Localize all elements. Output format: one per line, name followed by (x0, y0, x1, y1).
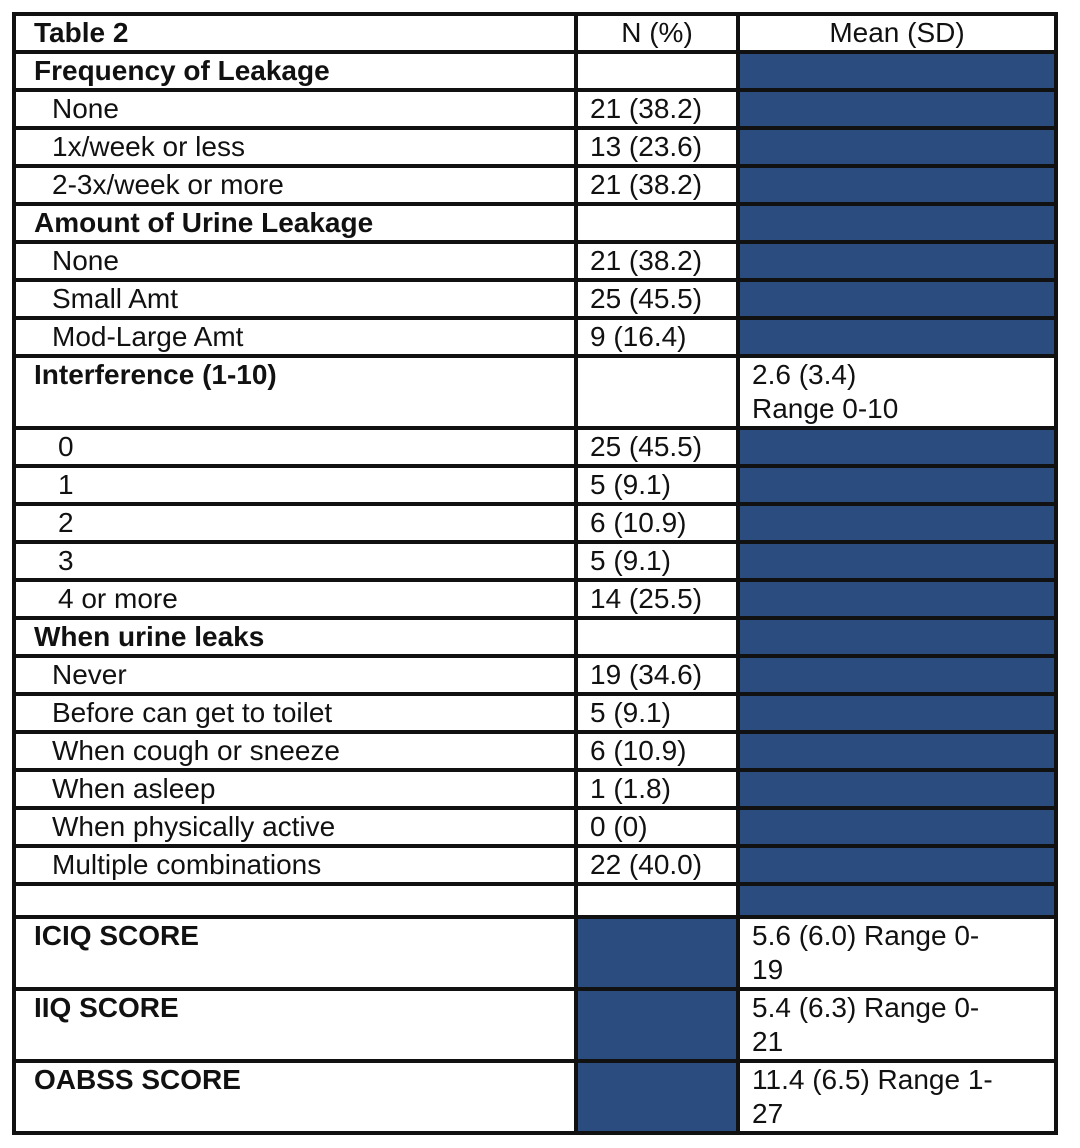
mean-line-2: Range 0-10 (752, 393, 899, 424)
score-label: ICIQ SCORE (14, 917, 576, 989)
empty-row (14, 884, 1056, 917)
section-label: Interference (1-10) (14, 356, 576, 428)
row-label: When asleep (14, 770, 576, 808)
n-value: 9 (16.4) (576, 318, 738, 356)
row-label: 1 (14, 466, 576, 504)
section-row-frequency (14, 52, 1056, 90)
n-value: 21 (38.2) (576, 166, 738, 204)
n-cell-empty (576, 356, 738, 428)
row-label: None (14, 90, 576, 128)
mean-cell-filled (738, 166, 1056, 204)
table-row (14, 128, 1056, 166)
mean-cell-filled (738, 280, 1056, 318)
section-row-when (14, 618, 1056, 656)
mean-line-2: 19 (752, 954, 784, 985)
mean-cell-filled (738, 504, 1056, 542)
n-value: 5 (9.1) (576, 466, 738, 504)
mean-cell-filled (738, 808, 1056, 846)
n-value: 13 (23.6) (576, 128, 738, 166)
mean-cell-filled (738, 90, 1056, 128)
row-label: 0 (14, 428, 576, 466)
row-label: None (14, 242, 576, 280)
n-value: 19 (34.6) (576, 656, 738, 694)
mean-line-2: 21 (752, 1026, 784, 1057)
row-label: 2 (14, 504, 576, 542)
header-row (14, 14, 1056, 52)
table-row (14, 242, 1056, 280)
n-value: 6 (10.9) (576, 732, 738, 770)
row-label: 3 (14, 542, 576, 580)
n-value: 0 (0) (576, 808, 738, 846)
mean-cell-filled (738, 128, 1056, 166)
n-cell-empty (576, 618, 738, 656)
n-cell-empty (576, 204, 738, 242)
section-label: Amount of Urine Leakage (14, 204, 576, 242)
mean-cell-filled (738, 242, 1056, 280)
mean-line-1: 5.4 (6.3) Range 0- (752, 992, 980, 1023)
score-row-oabss (14, 1061, 1056, 1133)
row-label: 2-3x/week or more (14, 166, 576, 204)
section-row-interference (14, 356, 1056, 428)
table-row (14, 504, 1056, 542)
column-header-mean: Mean (SD) (738, 14, 1056, 52)
score-mean (738, 1061, 1056, 1133)
section-row-amount (14, 204, 1056, 242)
table-row (14, 846, 1056, 884)
n-value: 25 (45.5) (576, 428, 738, 466)
column-header-n: N (%) (576, 14, 738, 52)
n-cell-filled (576, 1061, 738, 1133)
mean-cell-filled (738, 770, 1056, 808)
data-table-container (12, 12, 1058, 1135)
mean-cell-filled (738, 884, 1056, 917)
table-row (14, 318, 1056, 356)
n-value: 21 (38.2) (576, 242, 738, 280)
row-label: Mod-Large Amt (14, 318, 576, 356)
table-row (14, 280, 1056, 318)
mean-cell-filled (738, 694, 1056, 732)
score-row-iciq (14, 917, 1056, 989)
row-label: Never (14, 656, 576, 694)
table-row (14, 466, 1056, 504)
mean-cell-filled (738, 542, 1056, 580)
mean-cell-filled (738, 204, 1056, 242)
n-value: 6 (10.9) (576, 504, 738, 542)
row-label: 1x/week or less (14, 128, 576, 166)
empty-cell (576, 884, 738, 917)
n-cell-filled (576, 917, 738, 989)
mean-cell-filled (738, 846, 1056, 884)
n-value: 1 (1.8) (576, 770, 738, 808)
mean-cell-filled (738, 580, 1056, 618)
row-label: Multiple combinations (14, 846, 576, 884)
table-row (14, 770, 1056, 808)
table-row (14, 732, 1056, 770)
mean-line-1: 11.4 (6.5) Range 1- (752, 1064, 993, 1095)
mean-value (738, 356, 1056, 428)
score-mean (738, 917, 1056, 989)
n-value: 21 (38.2) (576, 90, 738, 128)
table-2 (12, 12, 1058, 1135)
row-label: Before can get to toilet (14, 694, 576, 732)
score-label: OABSS SCORE (14, 1061, 576, 1133)
mean-cell-filled (738, 732, 1056, 770)
n-cell-filled (576, 989, 738, 1061)
n-value: 5 (9.1) (576, 694, 738, 732)
mean-cell-filled (738, 656, 1056, 694)
table-row (14, 580, 1056, 618)
n-value: 5 (9.1) (576, 542, 738, 580)
mean-cell-filled (738, 466, 1056, 504)
mean-cell-filled (738, 428, 1056, 466)
table-row (14, 428, 1056, 466)
table-row (14, 166, 1056, 204)
section-label: When urine leaks (14, 618, 576, 656)
mean-cell-filled (738, 52, 1056, 90)
mean-line-1: 5.6 (6.0) Range 0- (752, 920, 980, 951)
score-mean (738, 989, 1056, 1061)
mean-line-2: 27 (752, 1098, 784, 1129)
mean-cell-filled (738, 318, 1056, 356)
section-label: Frequency of Leakage (14, 52, 576, 90)
table-row (14, 656, 1056, 694)
mean-line-1: 2.6 (3.4) (752, 359, 857, 390)
table-row (14, 694, 1056, 732)
table-row (14, 542, 1056, 580)
row-label: Small Amt (14, 280, 576, 318)
mean-cell-filled (738, 618, 1056, 656)
empty-cell (14, 884, 576, 917)
row-label: 4 or more (14, 580, 576, 618)
score-row-iiq (14, 989, 1056, 1061)
table-row (14, 808, 1056, 846)
n-cell-empty (576, 52, 738, 90)
table-title: Table 2 (14, 14, 576, 52)
n-value: 14 (25.5) (576, 580, 738, 618)
table-row (14, 90, 1056, 128)
score-label: IIQ SCORE (14, 989, 576, 1061)
n-value: 25 (45.5) (576, 280, 738, 318)
n-value: 22 (40.0) (576, 846, 738, 884)
row-label: When cough or sneeze (14, 732, 576, 770)
row-label: When physically active (14, 808, 576, 846)
